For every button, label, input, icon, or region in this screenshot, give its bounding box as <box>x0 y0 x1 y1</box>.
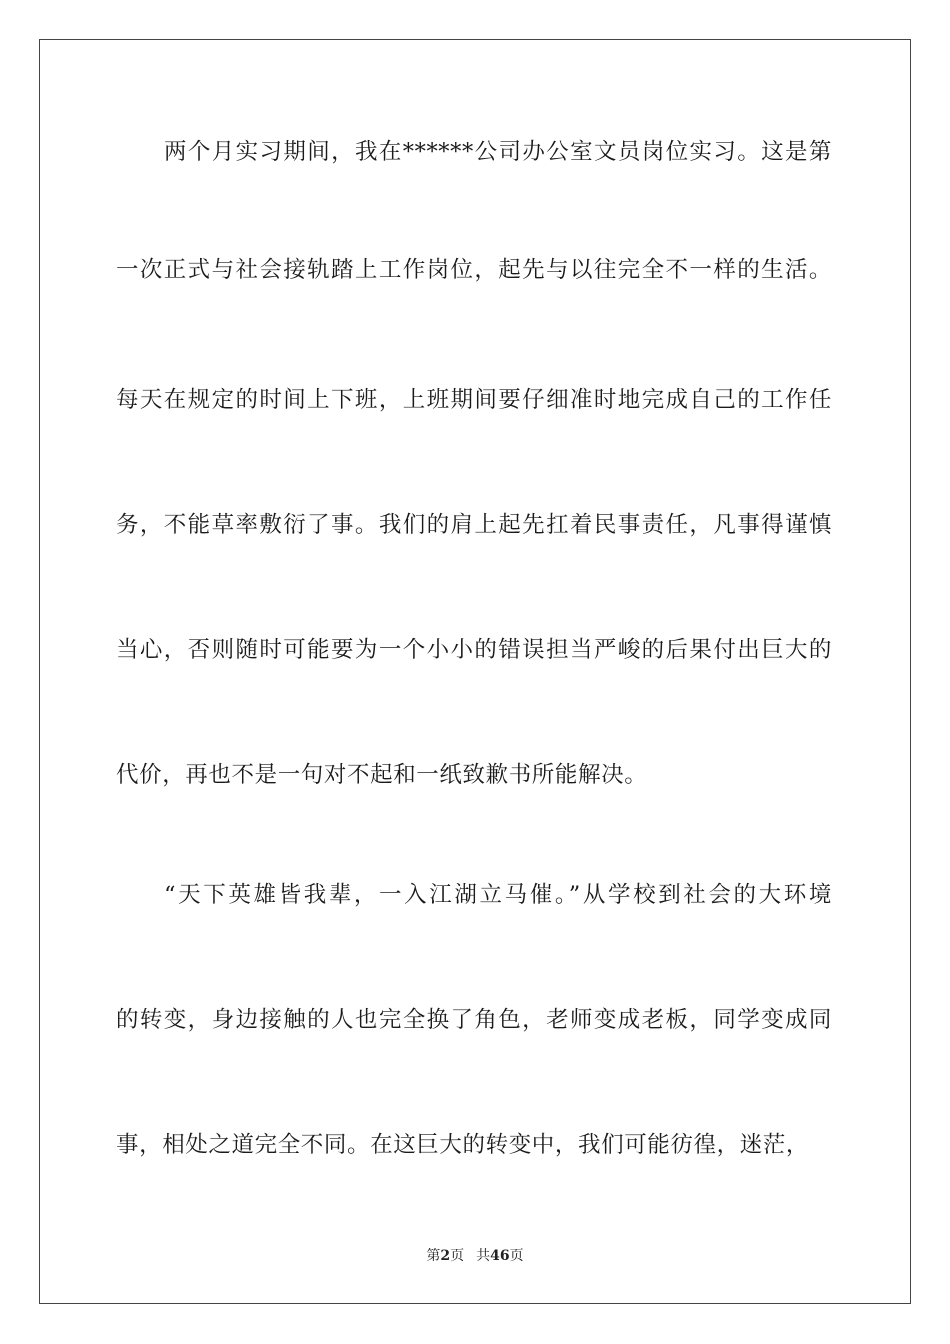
paragraph-line: 两个月实习期间，我在******公司办公室文员岗位实习。这是第 <box>164 139 832 165</box>
paragraph-line: 代价，再也不是一句对不起和一纸致歉书所能解决。 <box>116 762 648 788</box>
page-footer <box>0 1246 950 1266</box>
paragraph-line: “天下英雄皆我辈，一入江湖立马催。”从学校到社会的大环境 <box>164 882 832 908</box>
page-number: 2 <box>440 1248 451 1264</box>
paragraph-line: 的转变，身边接触的人也完全换了角色，老师变成老板，同学变成同 <box>116 1007 832 1033</box>
total-suffix: 页 <box>509 1248 524 1264</box>
paragraph-line: 事，相处之道完全不同。在这巨大的转变中，我们可能彷徨，迷茫， <box>116 1132 810 1158</box>
total-pages: 46 <box>490 1248 510 1264</box>
page-prefix: 第 <box>426 1248 441 1264</box>
paragraph-line: 当心，否则随时可能要为一个小小的错误担当严峻的后果付出巨大的 <box>116 637 832 663</box>
paragraph-line: 每天在规定的时间上下班，上班期间要仔细准时地完成自己的工作任 <box>116 387 832 413</box>
paragraph-line: 一次正式与社会接轨踏上工作岗位，起先与以往完全不一样的生活。 <box>116 257 832 283</box>
page-suffix: 页 <box>450 1248 465 1264</box>
total-prefix: 共 <box>476 1248 491 1264</box>
page-border <box>39 39 911 1304</box>
paragraph-line: 务，不能草率敷衍了事。我们的肩上起先扛着民事责任，凡事得谨慎 <box>116 512 832 538</box>
